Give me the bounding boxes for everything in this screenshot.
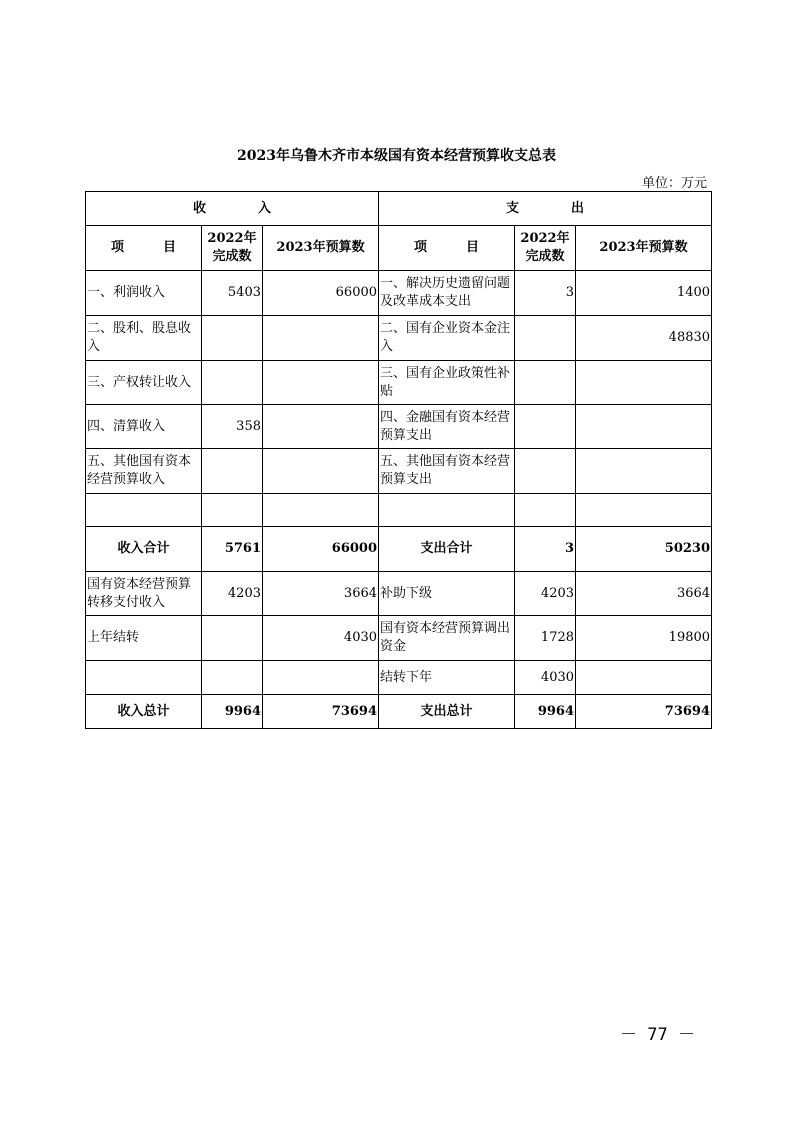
expense-item: 一、解决历史遗留问题及改革成本支出 — [379, 271, 515, 316]
income-2023-value: 66000 — [263, 271, 379, 316]
expense-item-header: 项 目 — [379, 226, 515, 271]
expense-2022-header: 2022年完成数 — [515, 226, 576, 271]
income-2023-header: 2023年预算数 — [263, 226, 379, 271]
column-header-row — [86, 226, 712, 271]
expense-subtotal-2022: 3 — [515, 527, 576, 572]
expense-2022-value — [515, 361, 576, 405]
income-item: 五、其他国有资本经营预算收入 — [86, 449, 202, 494]
income-item: 上年结转 — [86, 616, 202, 661]
expense-2023-value — [576, 405, 712, 449]
section-header-row — [86, 192, 712, 226]
subtotal-row — [86, 527, 712, 572]
table-row — [86, 361, 712, 405]
expense-item — [379, 494, 515, 527]
expense-2023-value — [576, 661, 712, 695]
income-2023-value — [263, 449, 379, 494]
income-item: 四、清算收入 — [86, 405, 202, 449]
expense-2023-value — [576, 449, 712, 494]
income-2022-value: 358 — [202, 405, 263, 449]
expense-item: 补助下级 — [379, 572, 515, 616]
expense-item: 五、其他国有资本经营预算支出 — [379, 449, 515, 494]
page-number: － 77 － — [620, 1025, 695, 1045]
expense-2022-value — [515, 494, 576, 527]
document-title: 2023年乌鲁木齐市本级国有资本经营预算收支总表 — [237, 148, 556, 164]
table-row — [86, 616, 712, 661]
expense-2023-value: 3664 — [576, 572, 712, 616]
table-row — [86, 572, 712, 616]
expense-2022-value: 4030 — [515, 661, 576, 695]
expense-2022-value — [515, 316, 576, 361]
expense-2023-value: 1400 — [576, 271, 712, 316]
income-2023-value: 4030 — [263, 616, 379, 661]
table-row — [86, 449, 712, 494]
expense-2022-value: 1728 — [515, 616, 576, 661]
expense-2023-value — [576, 494, 712, 527]
expense-2022-value: 3 — [515, 271, 576, 316]
expense-item: 三、国有企业政策性补贴 — [379, 361, 515, 405]
expense-total-2022: 9964 — [515, 695, 576, 729]
table-row — [86, 405, 712, 449]
expense-total-2023: 73694 — [576, 695, 712, 729]
income-item — [86, 494, 202, 527]
income-subtotal-label: 收入合计 — [86, 527, 202, 572]
expense-2022-value — [515, 405, 576, 449]
income-2022-value — [202, 316, 263, 361]
expense-2023-header: 2023年预算数 — [576, 226, 712, 271]
income-item — [86, 661, 202, 695]
table-row — [86, 271, 712, 316]
income-subtotal-2023: 66000 — [263, 527, 379, 572]
expense-item: 结转下年 — [379, 661, 515, 695]
income-2022-value — [202, 361, 263, 405]
table-row — [86, 316, 712, 361]
expense-2022-value — [515, 449, 576, 494]
expense-2023-value: 19800 — [576, 616, 712, 661]
income-2022-value — [202, 494, 263, 527]
income-2023-value — [263, 494, 379, 527]
income-2022-header: 2022年完成数 — [202, 226, 263, 271]
income-total-label: 收入总计 — [86, 695, 202, 729]
income-2022-value: 4203 — [202, 572, 263, 616]
income-2023-value — [263, 405, 379, 449]
expense-item: 四、金融国有资本经营预算支出 — [379, 405, 515, 449]
expense-2022-value: 4203 — [515, 572, 576, 616]
income-2023-value: 3664 — [263, 572, 379, 616]
income-2022-value — [202, 661, 263, 695]
total-row — [86, 695, 712, 729]
income-total-2022: 9964 — [202, 695, 263, 729]
income-item: 三、产权转让收入 — [86, 361, 202, 405]
income-subtotal-2022: 5761 — [202, 527, 263, 572]
income-2023-value — [263, 361, 379, 405]
expense-item: 国有资本经营预算调出资金 — [379, 616, 515, 661]
expense-2023-value — [576, 361, 712, 405]
income-item: 二、股利、股息收入 — [86, 316, 202, 361]
unit-label: 单位：万元 — [641, 176, 707, 191]
expense-subtotal-2023: 50230 — [576, 527, 712, 572]
table-row — [86, 661, 712, 695]
expense-2023-value: 48830 — [576, 316, 712, 361]
income-2022-value: 5403 — [202, 271, 263, 316]
income-2022-value — [202, 616, 263, 661]
table-row — [86, 494, 712, 527]
expense-section-header: 支 出 — [379, 192, 712, 226]
expense-item: 二、国有企业资本金注入 — [379, 316, 515, 361]
income-item: 国有资本经营预算转移支付收入 — [86, 572, 202, 616]
income-2023-value — [263, 316, 379, 361]
budget-summary-table — [85, 191, 712, 729]
expense-subtotal-label: 支出合计 — [379, 527, 515, 572]
income-item-header: 项 目 — [86, 226, 202, 271]
income-section-header: 收 入 — [86, 192, 379, 226]
income-total-2023: 73694 — [263, 695, 379, 729]
income-item: 一、利润收入 — [86, 271, 202, 316]
income-2022-value — [202, 449, 263, 494]
expense-total-label: 支出总计 — [379, 695, 515, 729]
income-2023-value — [263, 661, 379, 695]
